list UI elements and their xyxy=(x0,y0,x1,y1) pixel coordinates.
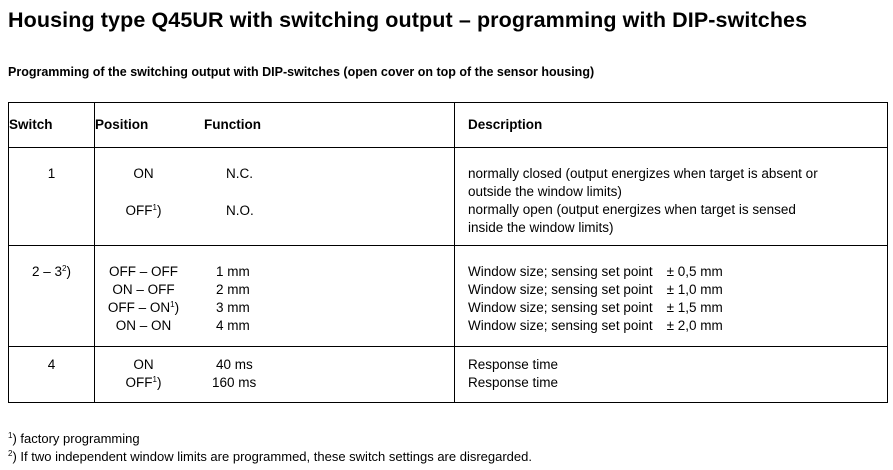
description-line: normally closed (output energizes when target is absent or xyxy=(468,166,818,182)
footnote-text: ) factory programming xyxy=(12,431,140,446)
switch-cell: $2 - 3^2$) xyxy=(9,246,95,346)
table-row xyxy=(9,148,888,246)
function-value: 3 mm xyxy=(216,300,250,316)
function-value: 4 mm xyxy=(216,318,250,334)
position-cell: ON OFF$^1$) xyxy=(95,148,193,246)
section-subtitle: Programming of the switching output with DIP-switches (open cover on top of the sensor housing) xyxy=(8,65,595,79)
function-value: 160 ms xyxy=(212,374,257,390)
position-value: OFF xyxy=(125,203,153,219)
tolerance-value: ± 1,0 mm xyxy=(666,282,723,298)
footnote-mark: 1 xyxy=(170,300,175,310)
header-switch: Switch xyxy=(9,103,95,148)
page-title: Housing type Q45UR with switching output – programming with DIP-switches xyxy=(8,8,808,32)
function-value: N.O. xyxy=(226,203,254,219)
footnote-mark: 1 xyxy=(152,374,157,384)
header-function: Function xyxy=(192,103,455,148)
header-position: Position xyxy=(95,103,193,148)
switch-cell xyxy=(9,346,95,402)
description-line: outside the window limits) xyxy=(468,184,622,200)
footnotes xyxy=(8,430,532,466)
switch-cell xyxy=(9,148,95,246)
footnote xyxy=(8,430,532,448)
tolerance-value: ± 1,5 mm xyxy=(666,300,723,316)
function-cell xyxy=(192,346,455,402)
header-description: Description xyxy=(455,103,888,148)
function-value: 40 ms xyxy=(216,356,253,372)
description-cell xyxy=(455,346,888,402)
function-value: 2 mm xyxy=(216,282,250,298)
position-value: OFF xyxy=(125,374,153,390)
description-cell xyxy=(455,246,888,346)
dip-switch-table xyxy=(8,102,888,403)
tolerance-value: ± 2,0 mm xyxy=(666,318,723,334)
footnote xyxy=(8,448,532,466)
description-text: Window size; sensing set point xyxy=(468,300,653,316)
footnote-mark: 2 xyxy=(62,264,67,274)
description-line: normally open (output energizes when target is sensed xyxy=(468,202,796,218)
switch-number: 1 xyxy=(47,166,56,182)
footnote-mark: 1 xyxy=(152,203,157,213)
table-row xyxy=(9,246,888,346)
position-value: OFF – ON xyxy=(107,300,171,316)
footnote-mark: 1 xyxy=(8,431,13,440)
position-cell: OFF – OFF ON – OFF OFF – $ON^1$) ON – ON xyxy=(95,246,193,346)
function-value: 1 mm xyxy=(216,264,250,280)
description-text: Response time xyxy=(468,374,559,390)
description-text: Window size; sensing set point xyxy=(468,264,653,280)
position-cell: ON OFF$^1$) xyxy=(95,346,193,402)
table-header-row xyxy=(9,103,888,148)
function-value: N.C. xyxy=(226,166,253,182)
description-cell xyxy=(455,148,888,246)
table-row xyxy=(9,346,888,402)
position-value: ON – ON xyxy=(115,318,172,334)
footnote-mark: 2 xyxy=(8,449,13,458)
position-value: ON xyxy=(133,166,154,182)
switch-number: 4 xyxy=(47,356,56,372)
tolerance-value: ± 0,5 mm xyxy=(666,264,723,280)
position-value: ON xyxy=(133,356,154,372)
switch-number: 2 – 3 xyxy=(32,264,63,280)
description-line: inside the window limits) xyxy=(468,220,614,236)
description-text: Response time xyxy=(468,356,559,372)
function-cell xyxy=(192,148,455,246)
description-text: Window size; sensing set point xyxy=(468,282,653,298)
description-text: Window size; sensing set point xyxy=(468,318,653,334)
footnote-text: ) If two independent window limits are programmed, these switch settings are disregarded. xyxy=(12,449,532,464)
position-value: ON – OFF xyxy=(112,282,175,298)
position-value: OFF – OFF xyxy=(109,264,178,280)
function-cell xyxy=(192,246,455,346)
